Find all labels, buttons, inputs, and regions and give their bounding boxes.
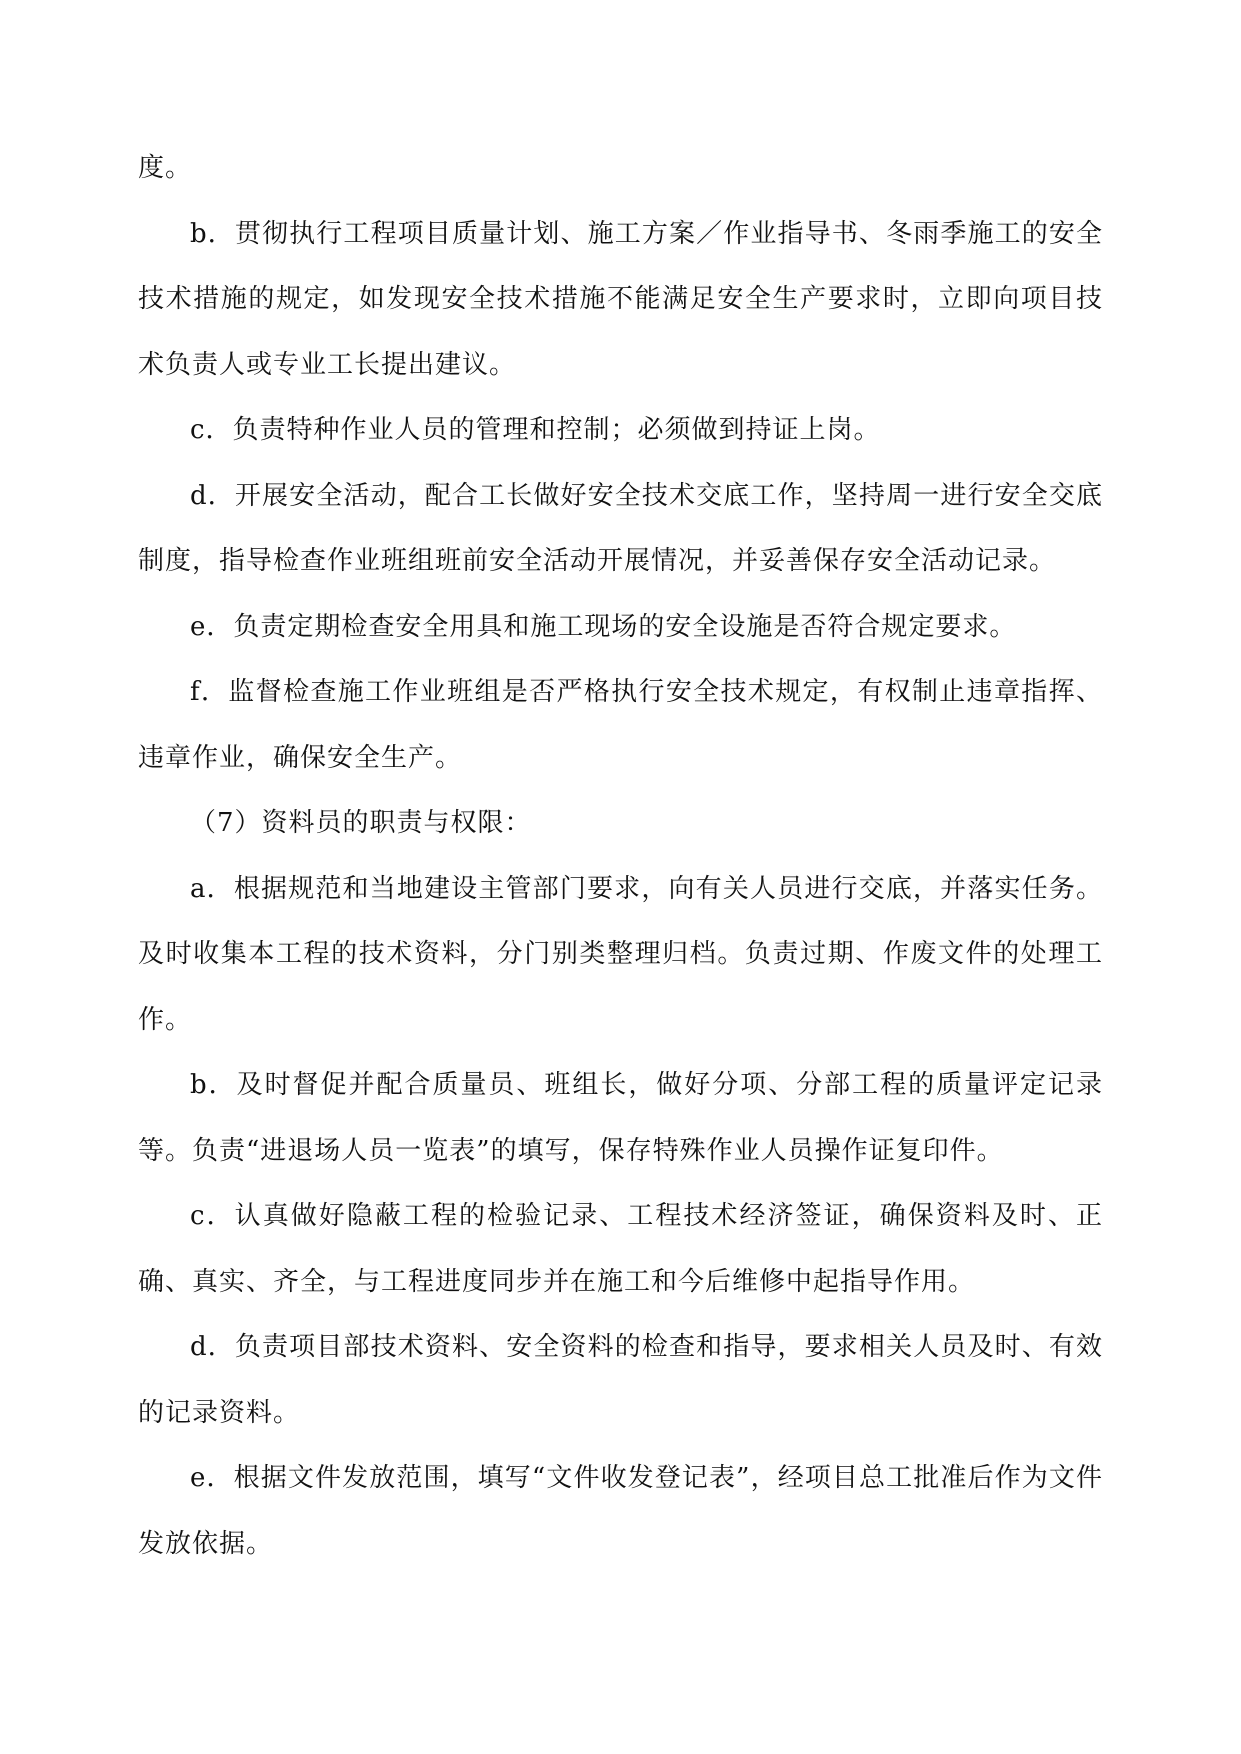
paragraph-item-c-records: c．认真做好隐蔽工程的检验记录、工程技术经济签证，确保资料及时、正确、真实、齐全，与工程进度同步并在施工和今后维修中起指导作用。 <box>138 1201 1103 1297</box>
paragraph-item-f-safety: f．监督检查施工作业班组是否严格执行安全技术规定，有权制止违章指挥、违章作业，确保安全生产。 <box>138 677 1103 773</box>
paragraph-item-a-records: a．根据规范和当地建设主管部门要求，向有关人员进行交底，并落实任务。及时收集本工程的技术资料，分门别类整理归档。负责过期、作废文件的处理工作。 <box>138 873 1103 1035</box>
paragraph-item-b-safety: b．贯彻执行工程项目质量计划、施工方案／作业指导书、冬雨季施工的安全技术措施的规定，如发现安全技术措施不能满足安全生产要求时，立即向项目技术负责人或专业工长提出建议。 <box>138 218 1103 380</box>
paragraph-item-b-records: b．及时督促并配合质量员、班组长，做好分项、分部工程的质量评定记录等。负责“进退场人员一览表”的填写，保存特殊作业人员操作证复印件。 <box>138 1070 1103 1166</box>
paragraph-item-d-records: d．负责项目部技术资料、安全资料的检查和指导，要求相关人员及时、有效的记录资料。 <box>138 1332 1103 1428</box>
paragraph-item-e-safety: e．负责定期检查安全用具和施工现场的安全设施是否符合规定要求。 <box>190 611 1017 642</box>
paragraph-continuation: 度。 <box>138 153 193 183</box>
document-body <box>138 136 1103 1577</box>
paragraph-item-c-safety: c．负责特种作业人员的管理和控制；必须做到持证上岗。 <box>190 415 881 445</box>
paragraph-item-e-records: e．根据文件发放范围，填写“文件收发登记表”，经项目总工批准后作为文件发放依据。 <box>138 1463 1103 1559</box>
paragraph-item-d-safety: d．开展安全活动，配合工长做好安全技术交底工作，坚持周一进行安全交底制度，指导检查作业班组班前安全活动开展情况，并妥善保存安全活动记录。 <box>138 480 1103 576</box>
section-heading-records-clerk: （7）资料员的职责与权限： <box>190 808 532 838</box>
